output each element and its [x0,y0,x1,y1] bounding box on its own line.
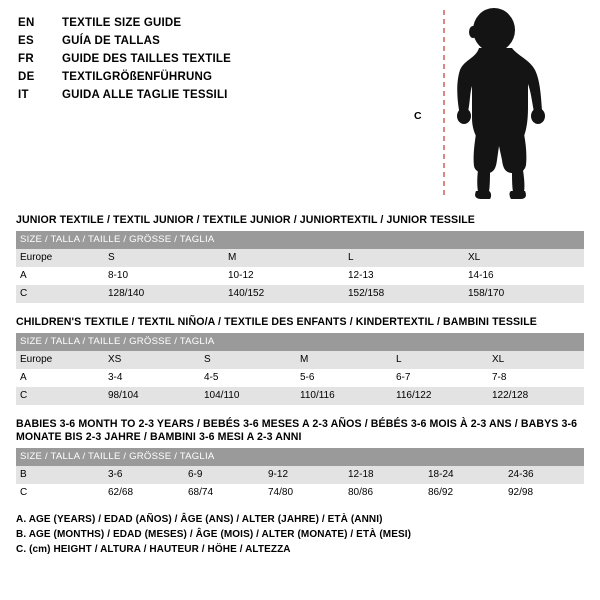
cell: 104/110 [200,387,296,405]
cell: XL [464,249,584,267]
row-label: C [16,484,104,502]
table-row [16,369,584,387]
cell: 6-9 [184,466,264,484]
table-row [16,448,584,466]
row-label: B [16,466,104,484]
cell: 6-7 [392,369,488,387]
size-tables [16,214,584,557]
row-label: A [16,369,104,387]
cell: M [296,351,392,369]
cell: 10-12 [224,267,344,285]
table-childrens-textile [16,333,584,405]
row-label: Europe [16,351,104,369]
table-babies-textile [16,448,584,502]
table-row [16,387,584,405]
language-code-de: DE [18,71,35,83]
table-header-label-junior: SIZE / TALLA / TAILLE / GRÖSSE / TAGLIA [16,231,584,249]
cell: XS [104,351,200,369]
language-code-en: EN [18,17,35,29]
table-row [16,267,584,285]
table-junior-textile [16,231,584,303]
table-row [16,249,584,267]
legend-line-a: A. AGE (YEARS) / EDAD (AÑOS) / ÂGE (ANS) / ALTER (JAHRE) / ETÀ (ANNI) [16,514,383,525]
language-row-en [18,14,438,32]
section-babies-textile [16,418,584,502]
table-row [16,333,584,351]
table-row [16,466,584,484]
cell: 152/158 [344,285,464,303]
cell: 12-18 [344,466,424,484]
legend [16,512,584,557]
language-row-es [18,32,438,50]
cell: 68/74 [184,484,264,502]
section-title-junior: JUNIOR TEXTILE / TEXTIL JUNIOR / TEXTILE JUNIOR / JUNIORTEXTIL / JUNIOR TESSILE [16,214,475,226]
cell: L [392,351,488,369]
language-code-it: IT [18,89,29,101]
section-junior-textile [16,214,584,303]
row-label: A [16,267,104,285]
cell: 4-5 [200,369,296,387]
child-silhouette-icon [432,6,582,201]
language-text-it: GUIDA ALLE TAGLIE TESSILI [62,89,228,101]
cell: 5-6 [296,369,392,387]
cell: 9-12 [264,466,344,484]
row-label: C [16,387,104,405]
language-text-fr: GUIDE DES TAILLES TEXTILE [62,53,231,65]
silhouette-shape [457,8,545,199]
language-row-it [18,86,438,104]
cell: 98/104 [104,387,200,405]
cell: 158/170 [464,285,584,303]
cell: 12-13 [344,267,464,285]
language-row-de [18,68,438,86]
cell: 122/128 [488,387,584,405]
cell: 86/92 [424,484,504,502]
section-childrens-textile [16,316,584,405]
language-header [18,14,438,104]
cell: 74/80 [264,484,344,502]
cell: 62/68 [104,484,184,502]
legend-line-c: C. (cm) HEIGHT / ALTURA / HAUTEUR / HÖHE / ALTEZZA [16,544,291,555]
language-text-es: GUÍA DE TALLAS [62,35,160,47]
cell: L [344,249,464,267]
language-code-es: ES [18,35,34,47]
height-measure-label: C [414,110,422,122]
cell: 140/152 [224,285,344,303]
cell: 110/116 [296,387,392,405]
cell: 24-36 [504,466,584,484]
cell: 3-6 [104,466,184,484]
cell: M [224,249,344,267]
cell: 14-16 [464,267,584,285]
cell: S [104,249,224,267]
cell: 92/98 [504,484,584,502]
section-title-children: CHILDREN'S TEXTILE / TEXTIL NIÑO/A / TEXTILE DES ENFANTS / KINDERTEXTIL / BAMBINI TESSILE [16,316,537,328]
table-row [16,484,584,502]
cell: 18-24 [424,466,504,484]
cell: 7-8 [488,369,584,387]
table-row [16,285,584,303]
section-title-babies: BABIES 3-6 MONTH TO 2-3 YEARS / BEBÉS 3-6 MESES A 2-3 AÑOS / BÉBÉS 3-6 MOIS À 2-3 ANS / BABYS 3-6 MONATE BIS 2-3 JAHRE / BAMBINI 3-6 MESI A 2-3 ANNI [16,418,578,443]
cell: 80/86 [344,484,424,502]
language-code-fr: FR [18,53,34,65]
table-header-label-children: SIZE / TALLA / TAILLE / GRÖSSE / TAGLIA [16,333,584,351]
row-label: Europe [16,249,104,267]
cell: 116/122 [392,387,488,405]
cell: 3-4 [104,369,200,387]
table-header-label-babies: SIZE / TALLA / TAILLE / GRÖSSE / TAGLIA [16,448,584,466]
cell: 8-10 [104,267,224,285]
row-label: C [16,285,104,303]
cell: XL [488,351,584,369]
legend-line-b: B. AGE (MONTHS) / EDAD (MESES) / ÂGE (MOIS) / ALTER (MONATE) / ETÀ (MESI) [16,529,412,540]
language-text-en: TEXTILE SIZE GUIDE [62,17,182,29]
language-row-fr [18,50,438,68]
child-figure [414,6,582,201]
table-row [16,351,584,369]
cell: S [200,351,296,369]
table-row [16,231,584,249]
language-text-de: TEXTILGRÖßENFÜHRUNG [62,71,213,83]
cell: 128/140 [104,285,224,303]
